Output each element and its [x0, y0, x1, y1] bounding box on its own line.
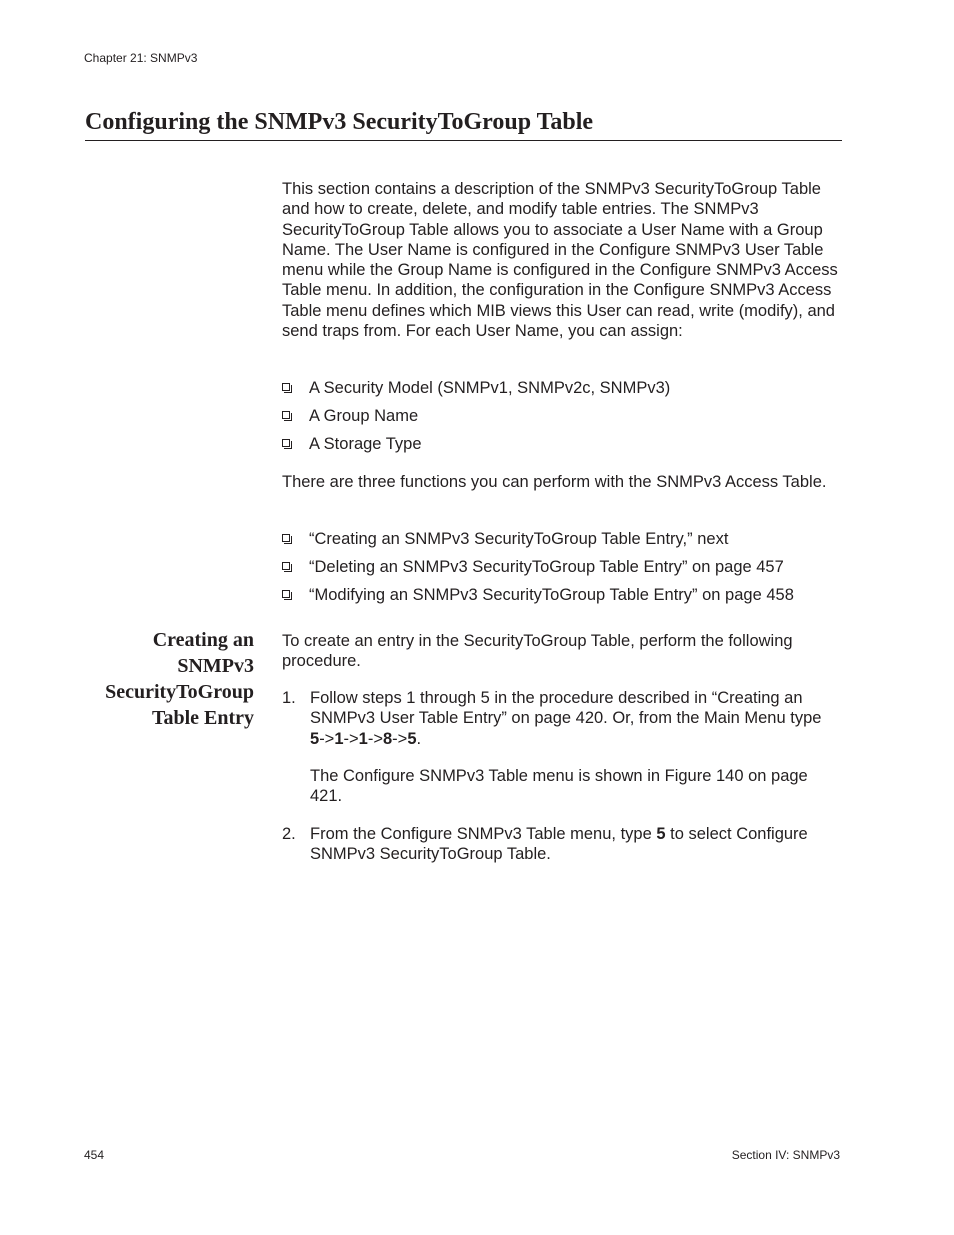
list-item: A Storage Type	[282, 434, 852, 454]
section-title: Configuring the SNMPv3 SecurityToGroup Table	[85, 109, 594, 135]
procedure-intro: To create an entry in the SecurityToGroup Table, perform the following procedure.	[282, 632, 793, 671]
step-1-note: The Configure SNMPv3 Table menu is shown in Figure 140 on page 421.	[310, 766, 808, 806]
checkbox-bullet-icon	[282, 411, 290, 419]
footer-section-label: Section IV: SNMPv3	[731, 1148, 840, 1162]
step-number: 1.	[282, 689, 296, 707]
checkbox-bullet-icon	[282, 562, 290, 570]
title-rule	[85, 140, 842, 141]
assign-list	[282, 378, 852, 462]
menu-path: 5	[310, 729, 320, 748]
subsection-heading: Creating an SNMPv3 SecurityToGroup Table Entry	[105, 629, 254, 729]
checkbox-bullet-icon	[282, 383, 290, 391]
running-head: Chapter 21: SNMPv3	[84, 51, 198, 65]
list-item[interactable]: “Creating an SNMPv3 SecurityToGroup Table Entry,” next	[282, 529, 852, 549]
list-item: A Group Name	[282, 406, 852, 426]
procedure-step-1: 1. Follow steps 1 through 5 in the procedure described in “Creating an SNMPv3 User Table Entry” on page 420. Or, from the Main Menu type 5->1->1->8->5. The Configure SNMPv3 Table menu is shown in Figure 140 on page 421.	[282, 688, 844, 806]
checkbox-bullet-icon	[282, 534, 290, 542]
list-item: A Security Model (SNMPv1, SNMPv2c, SNMPv3)	[282, 378, 852, 398]
list-item[interactable]: “Modifying an SNMPv3 SecurityToGroup Table Entry” on page 458	[282, 585, 852, 605]
intro-paragraph: This section contains a description of the SNMPv3 SecurityToGroup Table and how to create, delete, and modify table entries. The SNMPv3 SecurityToGroup Table allows you to associate a User Name with a Group Name. The User Name is configured in the Configure SNMPv3 User Table menu while the Group Name is configured in the Configure SNMPv3 Access Table menu. In addition, the configuration in the Configure SNMPv3 Access Table menu defines which MIB views this User can read, write (modify), and send traps from. For each User Name, you can assign:	[282, 180, 838, 341]
procedure-step-2: 2. From the Configure SNMPv3 Table menu, type 5 to select Configure SNMPv3 SecurityToGroup Table.	[282, 825, 808, 864]
functions-list	[282, 529, 852, 613]
list-item[interactable]: “Deleting an SNMPv3 SecurityToGroup Table Entry” on page 457	[282, 557, 852, 577]
functions-paragraph: There are three functions you can perform with the SNMPv3 Access Table.	[282, 473, 827, 491]
checkbox-bullet-icon	[282, 439, 290, 447]
menu-key: 5	[656, 825, 666, 843]
step-number: 2.	[282, 825, 296, 843]
checkbox-bullet-icon	[282, 590, 290, 598]
page-number: 454	[84, 1148, 105, 1162]
